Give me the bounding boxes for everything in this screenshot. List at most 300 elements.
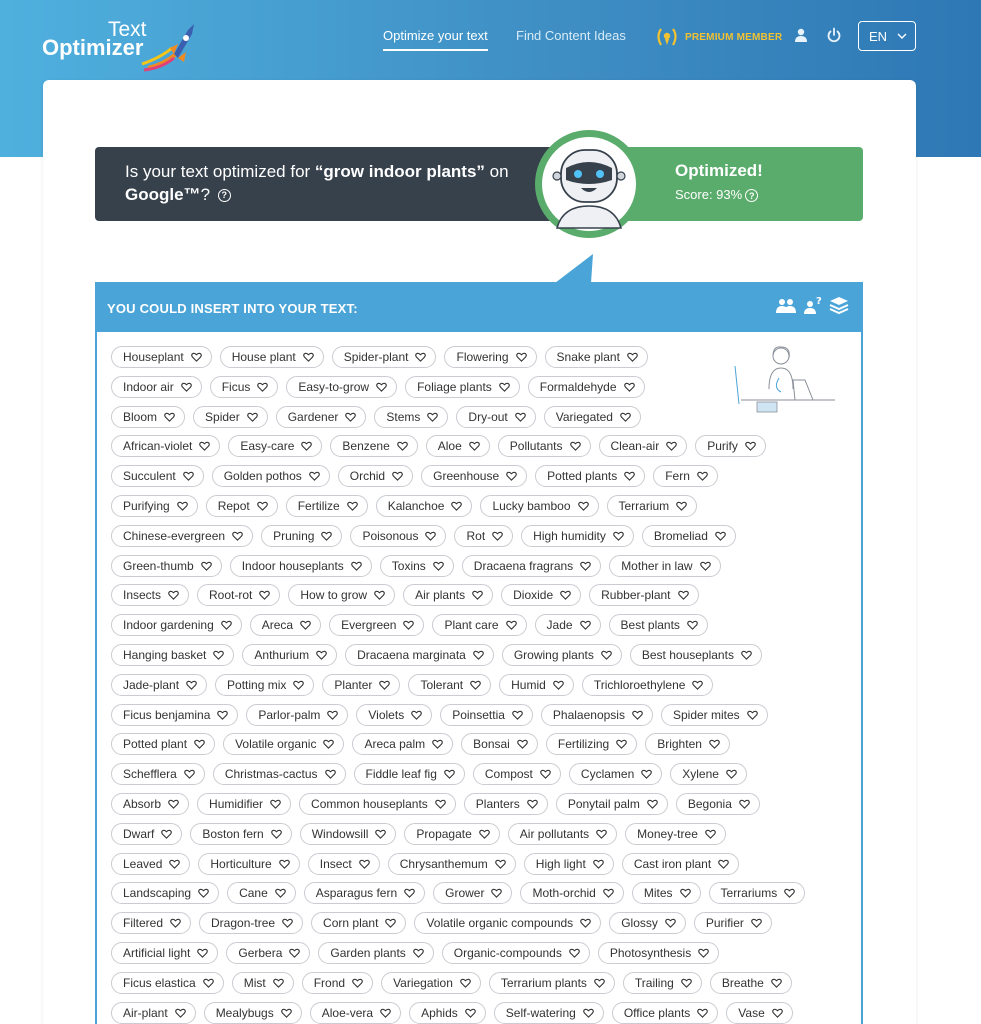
keyword-chip[interactable]: [630, 644, 762, 666]
keyword-chip[interactable]: [111, 853, 190, 875]
heart-icon[interactable]: [647, 799, 658, 809]
keyword-chip[interactable]: [215, 674, 314, 696]
layers-icon[interactable]: [829, 295, 849, 315]
keyword-chip[interactable]: [421, 465, 527, 487]
keyword-chip[interactable]: [111, 525, 253, 547]
heart-icon[interactable]: [570, 441, 581, 451]
keyword-label: Potted plant: [123, 737, 188, 752]
heart-icon[interactable]: [270, 799, 281, 809]
keyword-chip[interactable]: [308, 853, 380, 875]
keyword-chip[interactable]: [338, 465, 413, 487]
keyword-chip[interactable]: [111, 733, 215, 755]
keyword-chip[interactable]: [528, 376, 645, 398]
keyword-label: Variegated: [555, 409, 613, 424]
heart-icon[interactable]: [392, 471, 403, 481]
heart-icon[interactable]: [784, 888, 795, 898]
heart-icon[interactable]: [282, 918, 293, 928]
heart-icon[interactable]: [709, 739, 720, 749]
heart-icon[interactable]: [560, 590, 571, 600]
heart-icon[interactable]: [700, 561, 711, 571]
heart-icon[interactable]: [506, 620, 517, 630]
heart-icon[interactable]: [345, 412, 356, 422]
heart-icon[interactable]: [293, 680, 304, 690]
heart-icon[interactable]: [375, 829, 386, 839]
keyword-label: Indoor gardening: [123, 618, 214, 633]
heart-icon[interactable]: [472, 590, 483, 600]
keyword-chip[interactable]: [409, 1002, 486, 1024]
keyword-chip[interactable]: [609, 614, 708, 636]
keyword-chip[interactable]: [607, 495, 698, 517]
keyword-chip[interactable]: [286, 495, 368, 517]
heart-icon[interactable]: [191, 352, 202, 362]
heart-icon[interactable]: [221, 620, 232, 630]
keyword-chip[interactable]: [242, 644, 337, 666]
keyword-label: Houseplant: [123, 350, 184, 364]
language-select[interactable]: [858, 21, 916, 51]
keyword-chip[interactable]: [502, 644, 622, 666]
heart-icon[interactable]: [247, 412, 258, 422]
heart-icon[interactable]: [676, 501, 687, 511]
heart-icon[interactable]: [681, 978, 692, 988]
heart-icon[interactable]: [183, 471, 194, 481]
keyword-chip[interactable]: [227, 882, 296, 904]
heart-icon[interactable]: [379, 680, 390, 690]
keyword-chip[interactable]: [599, 435, 688, 457]
keyword-chip[interactable]: [329, 614, 424, 636]
keyword-chip[interactable]: [498, 435, 591, 457]
keyword-chip[interactable]: [545, 346, 648, 368]
keyword-chip[interactable]: [426, 435, 490, 457]
heart-icon[interactable]: [470, 680, 481, 690]
heart-icon[interactable]: [473, 650, 484, 660]
keyword-chip[interactable]: [111, 1002, 196, 1024]
heart-icon[interactable]: [404, 888, 415, 898]
keyword-chip[interactable]: [612, 1002, 718, 1024]
heart-icon[interactable]: [515, 412, 526, 422]
heart-icon[interactable]: [620, 412, 631, 422]
keyword-chip[interactable]: [520, 882, 623, 904]
heart-icon[interactable]: [641, 769, 652, 779]
keyword-chip[interactable]: [311, 912, 406, 934]
keyword-chip[interactable]: [300, 823, 397, 845]
nav-find-content-ideas[interactable]: Find Content Ideas: [516, 28, 626, 43]
keyword-chip[interactable]: [220, 346, 324, 368]
heart-icon[interactable]: [289, 948, 300, 958]
keyword-chip[interactable]: [111, 614, 242, 636]
heart-icon[interactable]: [527, 799, 538, 809]
keyword-chip[interactable]: [454, 525, 513, 547]
heart-icon[interactable]: [624, 471, 635, 481]
keyword-chip[interactable]: [111, 346, 212, 368]
keyword-chip[interactable]: [535, 465, 645, 487]
keyword-chip[interactable]: [197, 584, 280, 606]
heart-icon[interactable]: [257, 382, 268, 392]
nav-optimize-text[interactable]: Optimize your text: [383, 28, 488, 51]
keyword-chip[interactable]: [111, 912, 191, 934]
keyword-chip[interactable]: [197, 793, 291, 815]
heart-icon[interactable]: [540, 769, 551, 779]
keyword-chip[interactable]: [193, 406, 268, 428]
heart-icon[interactable]: [698, 948, 709, 958]
keyword-chip[interactable]: [232, 972, 294, 994]
heart-icon[interactable]: [580, 620, 591, 630]
heart-icon[interactable]: [678, 590, 689, 600]
keyword-chip[interactable]: [440, 704, 533, 726]
keyword-chip[interactable]: [535, 614, 601, 636]
keyword-chip[interactable]: [695, 435, 766, 457]
keyword-chip[interactable]: [345, 644, 494, 666]
keyword-chip[interactable]: [111, 555, 222, 577]
heart-icon[interactable]: [175, 1008, 186, 1018]
keyword-chip[interactable]: [710, 972, 792, 994]
keyword-chip[interactable]: [230, 555, 372, 577]
heart-icon[interactable]: [213, 650, 224, 660]
heart-icon[interactable]: [596, 829, 607, 839]
heart-icon[interactable]: [257, 501, 268, 511]
heart-icon[interactable]: [325, 769, 336, 779]
keyword-chip[interactable]: [582, 674, 714, 696]
heart-icon[interactable]: [569, 948, 580, 958]
keyword-chip[interactable]: [111, 584, 189, 606]
heart-icon[interactable]: [751, 918, 762, 928]
score-help-icon[interactable]: ?: [745, 189, 758, 202]
keyword-chip[interactable]: [403, 584, 493, 606]
keyword-chip[interactable]: [299, 793, 456, 815]
keyword-chip[interactable]: [304, 882, 425, 904]
heart-icon[interactable]: [281, 1008, 292, 1018]
keyword-chip[interactable]: [111, 674, 207, 696]
heart-icon[interactable]: [492, 531, 503, 541]
keyword-chip[interactable]: [404, 823, 499, 845]
heart-icon[interactable]: [460, 978, 471, 988]
heart-icon[interactable]: [603, 888, 614, 898]
keyword-chip[interactable]: [464, 793, 548, 815]
heart-icon[interactable]: [275, 888, 286, 898]
heart-icon[interactable]: [506, 471, 517, 481]
heart-icon[interactable]: [705, 829, 716, 839]
heart-icon[interactable]: [170, 918, 181, 928]
heart-icon[interactable]: [692, 680, 703, 690]
rocket-icon: [114, 18, 204, 73]
keyword-chip[interactable]: [276, 406, 367, 428]
keyword-chip[interactable]: [456, 406, 535, 428]
keyword-chip[interactable]: [190, 823, 291, 845]
keyword-chip[interactable]: [354, 763, 465, 785]
keyword-chip[interactable]: [405, 376, 520, 398]
keyword-chip[interactable]: [261, 525, 342, 547]
keyword-chip[interactable]: [111, 644, 234, 666]
heart-icon[interactable]: [413, 948, 424, 958]
keyword-chip[interactable]: [546, 733, 637, 755]
keyword-label: Rubber-plant: [601, 588, 671, 603]
keyword-chip[interactable]: [632, 882, 701, 904]
keyword-chip[interactable]: [210, 376, 279, 398]
keyword-chip[interactable]: [433, 882, 512, 904]
heart-icon[interactable]: [433, 561, 444, 571]
keyword-chip[interactable]: [622, 853, 739, 875]
heart-icon[interactable]: [594, 978, 605, 988]
keyword-chip[interactable]: [589, 584, 698, 606]
keyword-chip[interactable]: [212, 465, 330, 487]
heart-icon[interactable]: [385, 918, 396, 928]
keyword-chip[interactable]: [670, 763, 747, 785]
keyword-chip[interactable]: [461, 733, 538, 755]
heart-icon[interactable]: [479, 829, 490, 839]
heart-icon[interactable]: [491, 888, 502, 898]
keyword-chip[interactable]: [609, 912, 686, 934]
keyword-chip[interactable]: [213, 763, 346, 785]
heart-icon[interactable]: [451, 501, 462, 511]
heart-icon[interactable]: [168, 590, 179, 600]
heart-icon[interactable]: [593, 859, 604, 869]
heart-icon[interactable]: [397, 441, 408, 451]
keyword-chip[interactable]: [694, 912, 772, 934]
heart-icon[interactable]: [435, 799, 446, 809]
keyword-chip[interactable]: [661, 704, 768, 726]
keyword-chip[interactable]: [111, 495, 198, 517]
heart-icon[interactable]: [425, 531, 436, 541]
keyword-chip[interactable]: [494, 1002, 604, 1024]
heart-icon[interactable]: [273, 978, 284, 988]
keyword-chip[interactable]: [356, 704, 432, 726]
heart-icon[interactable]: [169, 859, 180, 869]
heart-icon[interactable]: [512, 710, 523, 720]
keyword-chip[interactable]: [310, 1002, 401, 1024]
heart-icon[interactable]: [627, 352, 638, 362]
keyword-chip[interactable]: [318, 942, 433, 964]
heart-icon[interactable]: [613, 531, 624, 541]
heart-icon[interactable]: [376, 382, 387, 392]
keyword-chip[interactable]: [480, 495, 598, 517]
heart-icon[interactable]: [666, 441, 677, 451]
keyword-chip[interactable]: [111, 972, 224, 994]
heart-icon[interactable]: [327, 710, 338, 720]
keyword-chip[interactable]: [499, 674, 574, 696]
optimization-question: [95, 147, 575, 221]
heart-icon[interactable]: [359, 859, 370, 869]
keyword-chip[interactable]: [111, 763, 205, 785]
heart-icon[interactable]: [578, 501, 589, 511]
heart-icon[interactable]: [279, 859, 290, 869]
keyword-chip[interactable]: [198, 853, 299, 875]
heart-icon[interactable]: [616, 739, 627, 749]
keyword-chip[interactable]: [709, 882, 806, 904]
heart-icon[interactable]: [697, 471, 708, 481]
heart-icon[interactable]: [465, 1008, 476, 1018]
keyword-chip[interactable]: [288, 584, 395, 606]
keyword-chip[interactable]: [380, 555, 454, 577]
keyword-chip[interactable]: [350, 525, 446, 547]
heart-icon[interactable]: [352, 978, 363, 988]
heart-icon[interactable]: [351, 561, 362, 571]
keyword-chip[interactable]: [111, 376, 202, 398]
keyword-chip[interactable]: [302, 972, 373, 994]
heart-icon[interactable]: [499, 382, 510, 392]
heart-icon[interactable]: [201, 561, 212, 571]
heart-icon[interactable]: [745, 441, 756, 451]
keyword-chip[interactable]: [250, 614, 321, 636]
keyword-chip[interactable]: [444, 346, 536, 368]
heart-icon[interactable]: [303, 352, 314, 362]
keyword-chip[interactable]: [508, 823, 617, 845]
keyword-chip[interactable]: [642, 525, 736, 547]
keyword-chip[interactable]: [111, 465, 204, 487]
heart-icon[interactable]: [444, 769, 455, 779]
heart-icon[interactable]: [432, 739, 443, 749]
help-icon[interactable]: ?: [218, 189, 231, 202]
heart-icon[interactable]: [217, 710, 228, 720]
keyword-chip[interactable]: [489, 972, 615, 994]
keyword-chip[interactable]: [388, 853, 516, 875]
keyword-label: Cane: [239, 886, 268, 901]
heart-icon[interactable]: [161, 829, 172, 839]
heart-icon[interactable]: [580, 918, 591, 928]
heart-icon[interactable]: [583, 1008, 594, 1018]
heart-icon[interactable]: [741, 650, 752, 660]
heart-icon[interactable]: [665, 918, 676, 928]
heart-icon[interactable]: [309, 471, 320, 481]
heart-icon[interactable]: [495, 859, 506, 869]
keyword-chip[interactable]: [286, 376, 397, 398]
heart-icon[interactable]: [374, 590, 385, 600]
keyword-chip[interactable]: [598, 942, 719, 964]
logo[interactable]: [42, 18, 202, 73]
keyword-chip[interactable]: [569, 763, 662, 785]
heart-icon[interactable]: [680, 888, 691, 898]
heart-icon[interactable]: [184, 769, 195, 779]
heart-icon[interactable]: [718, 859, 729, 869]
keyword-chip[interactable]: [432, 614, 526, 636]
premium-member-badge[interactable]: [655, 26, 782, 48]
heart-icon[interactable]: [194, 739, 205, 749]
heart-icon[interactable]: [301, 441, 312, 451]
heart-icon[interactable]: [197, 948, 208, 958]
questions-icon[interactable]: [803, 295, 823, 315]
keyword-chip[interactable]: [228, 435, 322, 457]
keyword-chip[interactable]: [544, 406, 641, 428]
keyword-chip[interactable]: [473, 763, 561, 785]
heart-icon[interactable]: [553, 680, 564, 690]
keyword-chip[interactable]: [625, 823, 726, 845]
user-icon[interactable]: [793, 27, 809, 43]
keyword-chip[interactable]: [322, 674, 400, 696]
keyword-chip[interactable]: [623, 972, 702, 994]
keyword-label: Chrysanthemum: [399, 856, 488, 871]
keyword-chip[interactable]: [381, 972, 481, 994]
keyword-chip[interactable]: [199, 912, 303, 934]
power-icon[interactable]: [826, 27, 842, 43]
heart-icon[interactable]: [300, 620, 311, 630]
keyword-chip[interactable]: [246, 704, 348, 726]
keyword-chip[interactable]: [374, 406, 448, 428]
keyword-chip[interactable]: [204, 1002, 302, 1024]
keyword-chip[interactable]: [609, 555, 720, 577]
keyword-chip[interactable]: [223, 733, 344, 755]
heart-icon[interactable]: [624, 382, 635, 392]
heart-icon[interactable]: [271, 829, 282, 839]
heart-icon[interactable]: [164, 412, 175, 422]
heart-icon[interactable]: [259, 590, 270, 600]
heart-icon[interactable]: [726, 769, 737, 779]
keyword-chip[interactable]: [676, 793, 760, 815]
heart-icon[interactable]: [232, 531, 243, 541]
keyword-chip[interactable]: [408, 674, 491, 696]
heart-icon[interactable]: [747, 710, 758, 720]
keyword-chip[interactable]: [226, 942, 310, 964]
keyword-label: Toxins: [391, 558, 426, 573]
keyword-row: [111, 465, 851, 495]
heart-icon[interactable]: [772, 1008, 783, 1018]
keyword-chip[interactable]: [645, 733, 730, 755]
heart-icon[interactable]: [168, 799, 179, 809]
keyword-chip[interactable]: [726, 1002, 792, 1024]
heart-icon[interactable]: [715, 531, 726, 541]
keyword-chip[interactable]: [206, 495, 278, 517]
keyword-chip[interactable]: [521, 525, 634, 547]
heart-icon[interactable]: [415, 352, 426, 362]
keyword-chip[interactable]: [111, 704, 238, 726]
heart-icon[interactable]: [177, 501, 188, 511]
keyword-chip[interactable]: [330, 435, 417, 457]
keyword-chip[interactable]: [332, 346, 437, 368]
keyword-chip[interactable]: [111, 882, 219, 904]
keyword-row: [111, 346, 851, 376]
heart-icon[interactable]: [687, 620, 698, 630]
keyword-chip[interactable]: [462, 555, 601, 577]
heart-icon[interactable]: [697, 1008, 708, 1018]
heart-icon[interactable]: [411, 710, 422, 720]
heart-icon[interactable]: [516, 352, 527, 362]
keyword-chip[interactable]: [556, 793, 668, 815]
heart-icon[interactable]: [632, 710, 643, 720]
heart-icon[interactable]: [321, 531, 332, 541]
keyword-label: Ficus benjamina: [123, 707, 211, 722]
heart-icon[interactable]: [199, 441, 210, 451]
heart-icon[interactable]: [198, 888, 209, 898]
keyword-chip[interactable]: [376, 495, 473, 517]
heart-icon[interactable]: [323, 739, 334, 749]
heart-icon[interactable]: [203, 978, 214, 988]
keyword-chip[interactable]: [653, 465, 718, 487]
keyword-chip[interactable]: [111, 942, 218, 964]
keyword-chip[interactable]: [414, 912, 601, 934]
keyword-chip[interactable]: [442, 942, 590, 964]
keyword-chip[interactable]: [501, 584, 581, 606]
heart-icon[interactable]: [316, 650, 327, 660]
users-icon[interactable]: [776, 297, 796, 315]
keyword-chip[interactable]: [352, 733, 453, 755]
heart-icon[interactable]: [739, 799, 750, 809]
heart-icon[interactable]: [580, 561, 591, 571]
heart-icon[interactable]: [469, 441, 480, 451]
keyword-chip[interactable]: [111, 435, 220, 457]
heart-icon[interactable]: [427, 412, 438, 422]
heart-icon[interactable]: [181, 382, 192, 392]
keyword-label: Grower: [445, 886, 485, 901]
keyword-chip[interactable]: [524, 853, 614, 875]
heart-icon[interactable]: [517, 739, 528, 749]
keyword-chip[interactable]: [541, 704, 653, 726]
heart-icon[interactable]: [601, 650, 612, 660]
keyword-chip[interactable]: [111, 793, 189, 815]
heart-icon[interactable]: [380, 1008, 391, 1018]
heart-icon[interactable]: [347, 501, 358, 511]
heart-icon[interactable]: [186, 680, 197, 690]
keyword-chip[interactable]: [111, 406, 185, 428]
keyword-chip[interactable]: [111, 823, 182, 845]
heart-icon[interactable]: [771, 978, 782, 988]
heart-icon[interactable]: [403, 620, 414, 630]
